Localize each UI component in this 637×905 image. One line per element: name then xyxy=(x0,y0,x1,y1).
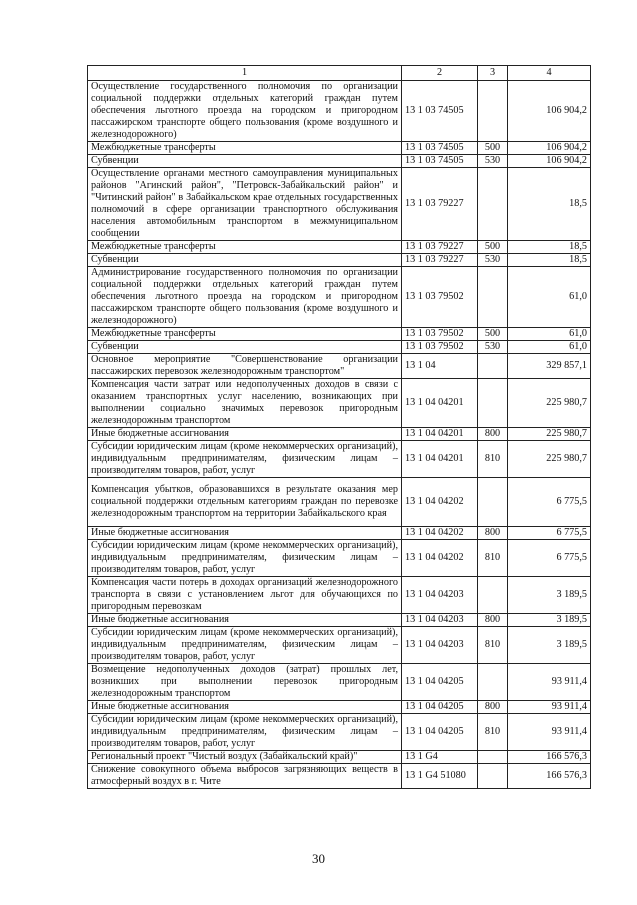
row-amount-cell: 18,5 xyxy=(508,241,591,254)
row-code-cell: 13 1 03 79502 xyxy=(402,328,478,341)
budget-table-body xyxy=(88,66,591,789)
row-code-cell: 13 1 03 79227 xyxy=(402,168,478,241)
row-type-cell: 800 xyxy=(478,614,508,627)
row-code-cell: 13 1 04 04202 xyxy=(402,540,478,577)
row-type-cell: 810 xyxy=(478,714,508,751)
table-row xyxy=(88,142,591,155)
table-row xyxy=(88,614,591,627)
table-row xyxy=(88,664,591,701)
header-col-3: 3 xyxy=(478,66,508,81)
row-code-cell: 13 1 G4 xyxy=(402,751,478,764)
row-amount-cell: 61,0 xyxy=(508,328,591,341)
row-type-cell: 810 xyxy=(478,540,508,577)
row-code-cell: 13 1 03 79502 xyxy=(402,341,478,354)
row-name-cell: Иные бюджетные ассигнования xyxy=(88,614,402,627)
table-row xyxy=(88,354,591,379)
row-code-cell: 13 1 03 79227 xyxy=(402,241,478,254)
row-code-cell: 13 1 03 74505 xyxy=(402,155,478,168)
row-type-cell xyxy=(478,267,508,328)
row-amount-cell: 6 775,5 xyxy=(508,540,591,577)
table-row xyxy=(88,540,591,577)
row-amount-cell: 225 980,7 xyxy=(508,441,591,478)
row-code-cell: 13 1 03 74505 xyxy=(402,142,478,155)
row-name-cell: Осуществление органами местного самоуправления муниципальных районов "Агинский район", "Петровск-Забайкальский район" и "Читинский район" в Забайкальском крае отдельных государственных полномочий в сфере организации транспортного обслуживания населения автомобильным транспортом в межмуниципальном сообщении xyxy=(88,168,402,241)
row-type-cell xyxy=(478,81,508,142)
table-row xyxy=(88,254,591,267)
header-col-4: 4 xyxy=(508,66,591,81)
row-name-cell: Иные бюджетные ассигнования xyxy=(88,701,402,714)
row-name-cell: Субвенции xyxy=(88,155,402,168)
row-type-cell: 530 xyxy=(478,341,508,354)
header-col-1: 1 xyxy=(88,66,402,81)
row-name-cell: Субсидии юридическим лицам (кроме некоммерческих организаций), индивидуальным предпринимателям, физическим лицам – производителям товаров, работ, услуг xyxy=(88,540,402,577)
table-row xyxy=(88,241,591,254)
row-amount-cell: 329 857,1 xyxy=(508,354,591,379)
row-name-cell: Субвенции xyxy=(88,254,402,267)
row-code-cell: 13 1 04 04203 xyxy=(402,614,478,627)
row-name-cell: Субсидии юридическим лицам (кроме некоммерческих организаций), индивидуальным предпринимателям, физическим лицам – производителям товаров, работ, услуг xyxy=(88,714,402,751)
row-type-cell xyxy=(478,764,508,789)
row-amount-cell: 3 189,5 xyxy=(508,577,591,614)
row-code-cell: 13 1 04 04201 xyxy=(402,441,478,478)
row-type-cell: 810 xyxy=(478,627,508,664)
row-code-cell: 13 1 03 79227 xyxy=(402,254,478,267)
row-amount-cell: 6 775,5 xyxy=(508,478,591,527)
row-name-cell: Межбюджетные трансферты xyxy=(88,241,402,254)
row-code-cell: 13 1 G4 51080 xyxy=(402,764,478,789)
row-type-cell xyxy=(478,379,508,428)
table-row xyxy=(88,527,591,540)
row-type-cell: 800 xyxy=(478,701,508,714)
row-name-cell: Возмещение недополученных доходов (затрат) прошлых лет, возникших при выполнении перевозок пригородным железнодорожным транспортом xyxy=(88,664,402,701)
row-amount-cell: 18,5 xyxy=(508,168,591,241)
row-type-cell: 800 xyxy=(478,527,508,540)
row-type-cell xyxy=(478,664,508,701)
row-code-cell: 13 1 04 04205 xyxy=(402,701,478,714)
row-code-cell: 13 1 03 74505 xyxy=(402,81,478,142)
row-type-cell: 500 xyxy=(478,328,508,341)
row-amount-cell: 166 576,3 xyxy=(508,751,591,764)
table-row xyxy=(88,701,591,714)
row-name-cell: Субсидии юридическим лицам (кроме некоммерческих организаций), индивидуальным предпринимателям, физическим лицам – производителям товаров, работ, услуг xyxy=(88,627,402,664)
table-row xyxy=(88,764,591,789)
table-row xyxy=(88,155,591,168)
row-amount-cell: 93 911,4 xyxy=(508,664,591,701)
row-amount-cell: 18,5 xyxy=(508,254,591,267)
row-amount-cell: 93 911,4 xyxy=(508,714,591,751)
row-amount-cell: 61,0 xyxy=(508,267,591,328)
row-amount-cell: 3 189,5 xyxy=(508,627,591,664)
row-name-cell: Основное мероприятие "Совершенствование организации пассажирских перевозок железнодорожным транспортом" xyxy=(88,354,402,379)
row-amount-cell: 61,0 xyxy=(508,341,591,354)
row-name-cell: Региональный проект "Чистый воздух (Забайкальский край)" xyxy=(88,751,402,764)
table-row xyxy=(88,379,591,428)
table-row xyxy=(88,267,591,328)
row-name-cell: Межбюджетные трансферты xyxy=(88,328,402,341)
row-type-cell: 810 xyxy=(478,441,508,478)
row-type-cell xyxy=(478,751,508,764)
row-code-cell: 13 1 04 04202 xyxy=(402,527,478,540)
page-number: 30 xyxy=(312,851,325,866)
row-name-cell: Компенсация части затрат или недополученных доходов в связи с оказанием транспортных услуг населению, возникающих при выполнении социально значимых перевозок пригородным железнодорожным транспортом xyxy=(88,379,402,428)
row-amount-cell: 106 904,2 xyxy=(508,142,591,155)
row-type-cell: 500 xyxy=(478,142,508,155)
row-amount-cell: 166 576,3 xyxy=(508,764,591,789)
budget-table xyxy=(87,65,591,789)
table-row xyxy=(88,577,591,614)
row-amount-cell: 106 904,2 xyxy=(508,81,591,142)
row-name-cell: Осуществление государственного полномочия по организации социальной поддержки отдельных категорий граждан путем обеспечения льготного проезда на городском и пригородном пассажирском транспорте общего пользования (кроме воздушного и железнодорожного) xyxy=(88,81,402,142)
row-name-cell: Межбюджетные трансферты xyxy=(88,142,402,155)
row-code-cell: 13 1 03 79502 xyxy=(402,267,478,328)
row-amount-cell: 93 911,4 xyxy=(508,701,591,714)
header-col-2: 2 xyxy=(402,66,478,81)
header-row xyxy=(88,66,591,81)
row-amount-cell: 106 904,2 xyxy=(508,155,591,168)
row-amount-cell: 3 189,5 xyxy=(508,614,591,627)
row-type-cell: 500 xyxy=(478,241,508,254)
table-row xyxy=(88,441,591,478)
row-type-cell xyxy=(478,577,508,614)
table-row xyxy=(88,714,591,751)
row-code-cell: 13 1 04 xyxy=(402,354,478,379)
row-amount-cell: 225 980,7 xyxy=(508,428,591,441)
table-row xyxy=(88,168,591,241)
row-name-cell: Иные бюджетные ассигнования xyxy=(88,428,402,441)
row-name-cell: Снижение совокупного объема выбросов загрязняющих веществ в атмосферный воздух в г. Чите xyxy=(88,764,402,789)
table-row xyxy=(88,328,591,341)
row-code-cell: 13 1 04 04201 xyxy=(402,428,478,441)
row-code-cell: 13 1 04 04201 xyxy=(402,379,478,428)
row-type-cell: 800 xyxy=(478,428,508,441)
row-name-cell: Компенсация части потерь в доходах организаций железнодорожного транспорта в связи с установлением льгот для обучающихся по пригородным перевозкам xyxy=(88,577,402,614)
row-type-cell: 530 xyxy=(478,254,508,267)
table-row xyxy=(88,751,591,764)
row-name-cell: Иные бюджетные ассигнования xyxy=(88,527,402,540)
row-amount-cell: 6 775,5 xyxy=(508,527,591,540)
table-row xyxy=(88,478,591,527)
row-code-cell: 13 1 04 04205 xyxy=(402,714,478,751)
row-code-cell: 13 1 04 04202 xyxy=(402,478,478,527)
table-row xyxy=(88,81,591,142)
table-row xyxy=(88,341,591,354)
row-code-cell: 13 1 04 04205 xyxy=(402,664,478,701)
row-code-cell: 13 1 04 04203 xyxy=(402,627,478,664)
row-type-cell xyxy=(478,168,508,241)
table-row xyxy=(88,627,591,664)
row-type-cell: 530 xyxy=(478,155,508,168)
row-type-cell xyxy=(478,354,508,379)
row-code-cell: 13 1 04 04203 xyxy=(402,577,478,614)
table-row xyxy=(88,428,591,441)
row-amount-cell: 225 980,7 xyxy=(508,379,591,428)
row-name-cell: Субвенции xyxy=(88,341,402,354)
row-name-cell: Компенсация убытков, образовавшихся в результате оказания мер социальной поддержки отдельным категориям граждан по перевозке железнодорожным транспортом на территории Забайкальского края xyxy=(88,478,402,527)
row-type-cell xyxy=(478,478,508,527)
row-name-cell: Администрирование государственного полномочия по организации социальной поддержки отдельных категорий граждан путем обеспечения льготного проезда на городском и пригородном пассажирском транспорте общего пользования (кроме воздушного и железнодорожного) xyxy=(88,267,402,328)
row-name-cell: Субсидии юридическим лицам (кроме некоммерческих организаций), индивидуальным предпринимателям, физическим лицам – производителям товаров, работ, услуг xyxy=(88,441,402,478)
